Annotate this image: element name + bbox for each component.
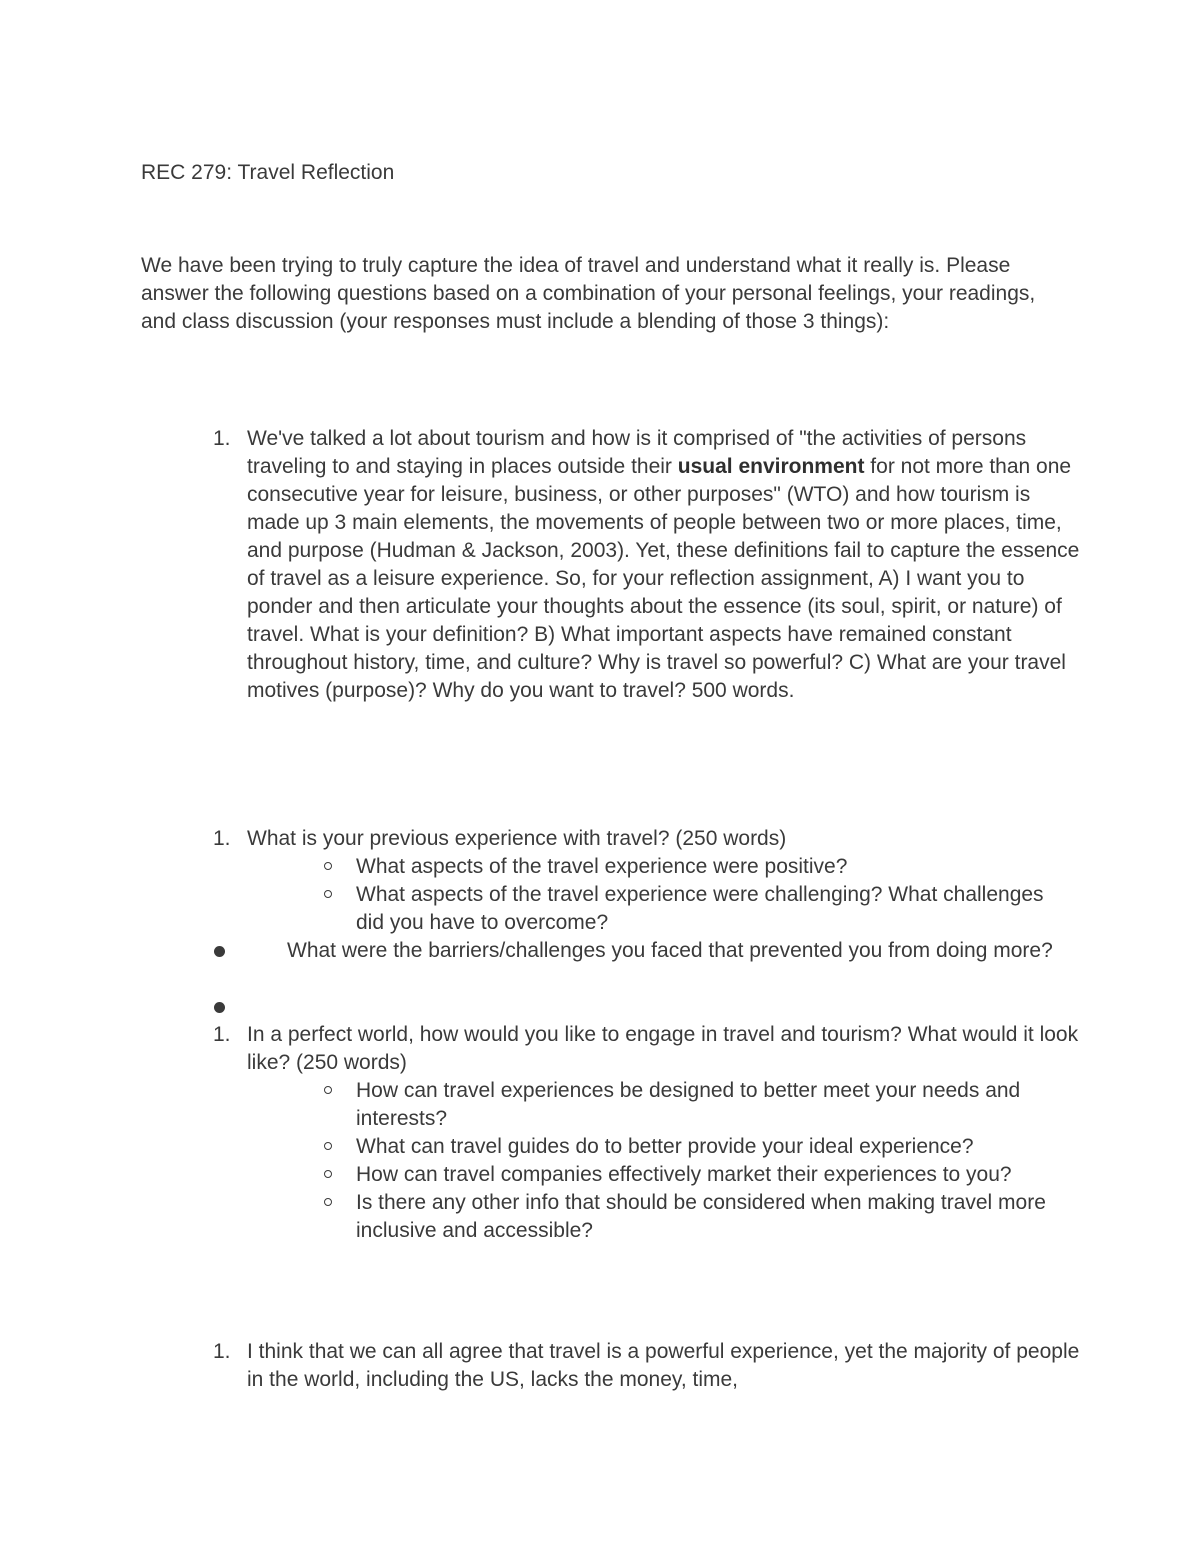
question-2-text: What is your previous experience with travel? (250 words) xyxy=(247,827,787,850)
question-3-sub-3 xyxy=(356,1161,1066,1189)
question-4-text: I think that we can all agree that travel is a powerful experience, yet the majority of people in the world, including the US, lacks the money, time, xyxy=(247,1340,1080,1391)
filled-bullet-icon xyxy=(214,1002,225,1013)
hollow-circle-bullet-icon xyxy=(324,890,332,898)
question-4-number: 1. xyxy=(213,1340,231,1363)
question-1-text xyxy=(247,425,1081,705)
sub-item-text: What aspects of the travel experience were positive? xyxy=(356,855,848,878)
hollow-circle-bullet-icon xyxy=(324,1198,332,1206)
intro-text: We have been trying to truly capture the idea of travel and understand what it really is. Please answer the following questions based on a combination of your personal feelings, your readings, and class discussion (your responses must include a blending of those 3 things): xyxy=(141,254,1036,333)
hollow-circle-bullet-icon xyxy=(324,862,332,870)
bullet-item-text xyxy=(247,993,1081,1021)
sub-item-text: Is there any other info that should be considered when making travel more inclusive and accessible? xyxy=(356,1191,1046,1242)
intro-paragraph xyxy=(141,252,1061,336)
usual-environment-bold: usual environment xyxy=(677,455,865,478)
sub-item-text: How can travel companies effectively market their experiences to you? xyxy=(356,1163,1012,1186)
filled-bullet-icon xyxy=(214,946,225,957)
hollow-circle-bullet-icon xyxy=(324,1170,332,1178)
question-3-text: In a perfect world, how would you like to engage in travel and tourism? What would it look like? (250 words) xyxy=(247,1023,1079,1074)
question-3-sub-1 xyxy=(356,1077,1066,1133)
sub-item-text: What can travel guides do to better provide your ideal experience? xyxy=(356,1135,974,1158)
question-3 xyxy=(141,1021,1081,1245)
question-2-sub-2 xyxy=(356,881,1066,937)
bullet-item-empty xyxy=(141,993,1081,1021)
bullet-item-barriers xyxy=(141,937,1081,965)
question-4 xyxy=(141,1338,1081,1394)
question-2-number: 1. xyxy=(213,827,231,850)
sub-item-text: What aspects of the travel experience were challenging? What challenges did you have to overcome? xyxy=(356,883,1044,934)
sub-item-text: How can travel experiences be designed to better meet your needs and interests? xyxy=(356,1079,1021,1130)
question-1-text-start: We've talked a lot about tourism and how is it comprised of "the activities of persons traveling to and staying in places outside their xyxy=(247,427,1027,478)
bullet-item-text: What were the barriers/challenges you faced that prevented you from doing more? xyxy=(287,939,1053,962)
question-3-sub-4 xyxy=(356,1189,1066,1245)
question-1 xyxy=(141,425,1081,705)
question-3-number: 1. xyxy=(213,1023,231,1046)
question-2-sub-1 xyxy=(356,853,1066,881)
hollow-circle-bullet-icon xyxy=(324,1142,332,1150)
document-title: REC 279: Travel Reflection xyxy=(141,161,395,184)
question-1-text-end: for not more than one consecutive year for leisure, business, or other purposes" (WTO) and how tourism is made up 3 main elements, the movements of people between two or more places, time, and purpose (Hudman & Jackson, 2003). Yet, these definitions fail to capture the essence of travel as a leisure experience. So, for your reflection assignment, A) I want you to ponder and then articulate your thoughts about the essence (its soul, spirit, or nature) of travel. What is your definition? B) What important aspects have remained constant throughout history, time, and culture? Why is travel so powerful? C) What are your travel motives (purpose)? Why do you want to travel? 500 words. xyxy=(247,455,1080,702)
question-2 xyxy=(141,825,1081,937)
question-1-number: 1. xyxy=(213,427,231,450)
question-3-sub-2 xyxy=(356,1133,1066,1161)
hollow-circle-bullet-icon xyxy=(324,1086,332,1094)
